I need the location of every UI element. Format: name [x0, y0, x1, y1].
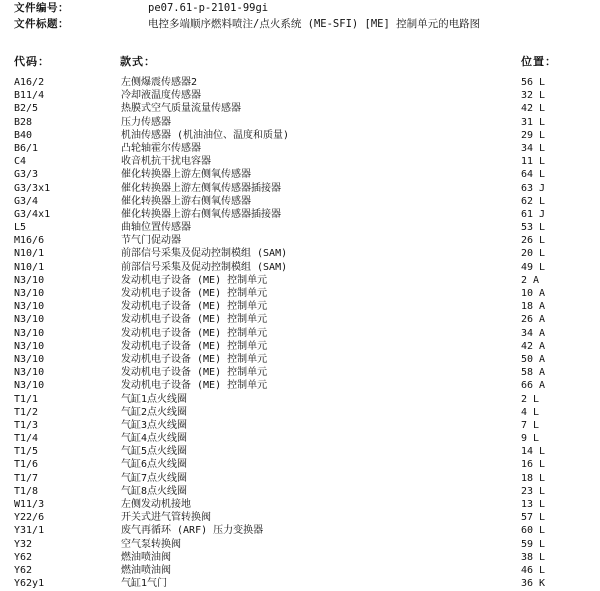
row-description: 前部信号采集及促动控制模组 (SAM)	[121, 248, 288, 260]
row-location: 36 K	[521, 578, 546, 590]
row-location: 50 A	[521, 353, 546, 365]
row-description: 前部信号采集及促动控制模组 (SAM)	[121, 261, 288, 273]
row-description: 气缸1气门	[121, 578, 168, 590]
row-code: N3/10	[14, 288, 45, 299]
table-row	[0, 485, 600, 498]
doc-title-label: 文件标题：	[14, 18, 69, 30]
row-code: B2/5	[14, 103, 39, 115]
row-code: Y62y1	[14, 578, 45, 590]
column-header-description: 款式：	[120, 55, 156, 68]
row-code: N3/10	[14, 353, 45, 365]
row-location: 11 L	[521, 156, 546, 168]
table-row	[0, 511, 600, 524]
row-location: 14 L	[521, 446, 546, 458]
table-row	[0, 300, 600, 313]
row-description: 燃油喷油阀	[121, 551, 171, 563]
table-row	[0, 353, 600, 366]
row-code: T1/7	[14, 472, 39, 484]
row-description: 发动机电子设备 (ME) 控制单元	[121, 288, 268, 299]
row-code: G3/3	[14, 169, 39, 181]
column-header-location: 位置：	[521, 55, 557, 68]
row-description: 催化转换器上游左侧氧传感器	[121, 169, 251, 181]
table-row	[0, 498, 600, 511]
row-description: 压力传感器	[121, 116, 171, 128]
row-code: Y22/6	[14, 512, 45, 524]
table-row	[0, 208, 600, 221]
row-location: 49 L	[521, 261, 546, 273]
doc-number-row	[14, 0, 594, 16]
row-code: B11/4	[14, 90, 45, 102]
row-location: 34 A	[521, 327, 546, 339]
table-row	[0, 472, 600, 485]
row-location: 2 A	[521, 274, 540, 286]
row-location: 31 L	[521, 116, 546, 128]
row-code: B28	[14, 116, 33, 128]
row-location: 9 L	[521, 433, 540, 445]
row-description: 气缸4点火线圈	[121, 433, 188, 445]
row-code: N3/10	[14, 314, 45, 326]
row-location: 57 L	[521, 512, 546, 524]
row-location: 66 A	[521, 380, 546, 392]
table-row	[0, 221, 600, 234]
table-row	[0, 76, 600, 89]
row-code: T1/3	[14, 419, 39, 431]
row-location: 59 L	[521, 538, 546, 550]
table-row	[0, 577, 600, 590]
row-description: 发动机电子设备 (ME) 控制单元	[121, 340, 268, 352]
row-description: 收音机抗干扰电容器	[121, 156, 211, 168]
table-row	[0, 406, 600, 419]
row-code: T1/1	[14, 393, 39, 405]
row-description: 开关式进气管转换阀	[121, 512, 211, 524]
row-location: 20 L	[521, 248, 546, 260]
row-code: N3/10	[14, 340, 45, 352]
row-location: 60 L	[521, 525, 546, 537]
row-code: M16/6	[14, 235, 45, 247]
table-row	[0, 393, 600, 406]
row-description: 气缸5点火线圈	[121, 446, 188, 458]
row-description: 空气泵转换阀	[121, 538, 181, 550]
row-description: 发动机电子设备 (ME) 控制单元	[121, 380, 268, 392]
row-description: 发动机电子设备 (ME) 控制单元	[121, 301, 268, 313]
row-location: 46 L	[521, 564, 546, 576]
table-row	[0, 327, 600, 340]
column-header-code: 代码：	[14, 55, 50, 68]
doc-title-row	[14, 16, 594, 32]
row-code: T1/5	[14, 446, 39, 458]
row-location: 4 L	[521, 406, 540, 418]
row-location: 38 L	[521, 551, 546, 563]
row-code: T1/8	[14, 485, 39, 497]
row-description: 曲轴位置传感器	[121, 222, 191, 234]
row-location: 61 J	[521, 208, 546, 220]
row-description: 发动机电子设备 (ME) 控制单元	[121, 353, 268, 365]
table-row	[0, 102, 600, 115]
row-location: 34 L	[521, 142, 546, 154]
row-location: 53 L	[521, 222, 546, 234]
row-code: N3/10	[14, 327, 45, 339]
row-description: 发动机电子设备 (ME) 控制单元	[121, 314, 268, 326]
table-row	[0, 524, 600, 537]
row-location: 64 L	[521, 169, 546, 181]
row-code: G3/3x1	[14, 182, 51, 194]
table-row	[0, 432, 600, 445]
row-code: T1/4	[14, 433, 39, 445]
doc-title: 电控多端顺序燃料喷注/点火系统 (ME-SFI) [ME] 控制单元的电路图	[148, 18, 481, 30]
row-location: 10 A	[521, 288, 546, 299]
row-code: B6/1	[14, 142, 39, 154]
row-code: N3/10	[14, 380, 45, 392]
row-code: A16/2	[14, 77, 45, 88]
row-description: 催化转换器上游左侧氧传感器插接器	[121, 182, 281, 194]
row-description: 催化转换器上游右侧氧传感器	[121, 195, 251, 207]
table-row	[0, 142, 600, 155]
row-location: 13 L	[521, 499, 546, 510]
table-row	[0, 564, 600, 577]
row-code: C4	[14, 156, 27, 168]
table-row	[0, 366, 600, 379]
row-code: N10/1	[14, 248, 45, 260]
row-code: T1/6	[14, 459, 39, 471]
table-row	[0, 538, 600, 551]
row-location: 42 A	[521, 340, 546, 352]
table-row	[0, 313, 600, 326]
row-code: L5	[14, 222, 27, 234]
table-row	[0, 551, 600, 564]
row-description: 发动机电子设备 (ME) 控制单元	[121, 274, 268, 286]
table-row	[0, 247, 600, 260]
table-row	[0, 234, 600, 247]
doc-number-label: 文件编号：	[14, 2, 69, 14]
row-location: 7 L	[521, 419, 540, 431]
row-description: 热膜式空气质量流量传感器	[121, 103, 241, 115]
table-row	[0, 116, 600, 129]
row-location: 18 A	[521, 301, 546, 313]
table-row	[0, 379, 600, 392]
table-row	[0, 155, 600, 168]
row-location: 23 L	[521, 485, 546, 497]
row-location: 2 L	[521, 393, 540, 405]
row-description: 左侧发动机接地	[121, 499, 191, 510]
row-location: 58 A	[521, 367, 546, 379]
row-code: G3/4x1	[14, 208, 51, 220]
row-code: N10/1	[14, 261, 45, 273]
row-description: 气缸2点火线圈	[121, 406, 188, 418]
component-table-body	[0, 76, 600, 590]
table-row	[0, 287, 600, 300]
table-row	[0, 274, 600, 287]
table-row	[0, 340, 600, 353]
row-code: B40	[14, 129, 33, 141]
row-description: 节气门促动器	[121, 235, 181, 247]
table-row	[0, 458, 600, 471]
row-description: 气缸8点火线圈	[121, 485, 188, 497]
row-description: 冷却液温度传感器	[121, 90, 201, 102]
row-description: 左侧爆震传感器2	[121, 77, 198, 88]
row-description: 燃油喷油阀	[121, 564, 171, 576]
row-location: 63 J	[521, 182, 546, 194]
row-description: 发动机电子设备 (ME) 控制单元	[121, 367, 268, 379]
row-location: 56 L	[521, 77, 546, 88]
row-code: N3/10	[14, 301, 45, 313]
table-row	[0, 182, 600, 195]
row-description: 发动机电子设备 (ME) 控制单元	[121, 327, 268, 339]
row-description: 气缸6点火线圈	[121, 459, 188, 471]
row-code: Y32	[14, 538, 33, 550]
table-row	[0, 129, 600, 142]
row-code: T1/2	[14, 406, 39, 418]
table-row	[0, 89, 600, 102]
table-row	[0, 261, 600, 274]
row-code: Y62	[14, 564, 33, 576]
table-row	[0, 419, 600, 432]
row-code: N3/10	[14, 367, 45, 379]
row-location: 42 L	[521, 103, 546, 115]
row-location: 18 L	[521, 472, 546, 484]
row-location: 29 L	[521, 129, 546, 141]
row-code: Y62	[14, 551, 33, 563]
row-description: 机油传感器 (机油油位、温度和质量)	[121, 129, 290, 141]
row-location: 32 L	[521, 90, 546, 102]
row-description: 凸轮轴霍尔传感器	[121, 142, 201, 154]
row-location: 26 A	[521, 314, 546, 326]
row-location: 26 L	[521, 235, 546, 247]
row-location: 62 L	[521, 195, 546, 207]
row-location: 16 L	[521, 459, 546, 471]
table-row	[0, 168, 600, 181]
row-description: 气缸1点火线圈	[121, 393, 188, 405]
row-description: 气缸3点火线圈	[121, 419, 188, 431]
table-row	[0, 195, 600, 208]
doc-number: pe07.61-p-2101-99gi	[148, 2, 269, 14]
table-row	[0, 445, 600, 458]
row-description: 催化转换器上游右侧氧传感器插接器	[121, 208, 281, 220]
row-code: G3/4	[14, 195, 39, 207]
row-code: W11/3	[14, 499, 45, 510]
row-code: N3/10	[14, 274, 45, 286]
row-code: Y31/1	[14, 525, 45, 537]
row-description: 气缸7点火线圈	[121, 472, 188, 484]
row-description: 废气再循环 (ARF) 压力变换器	[121, 525, 264, 537]
